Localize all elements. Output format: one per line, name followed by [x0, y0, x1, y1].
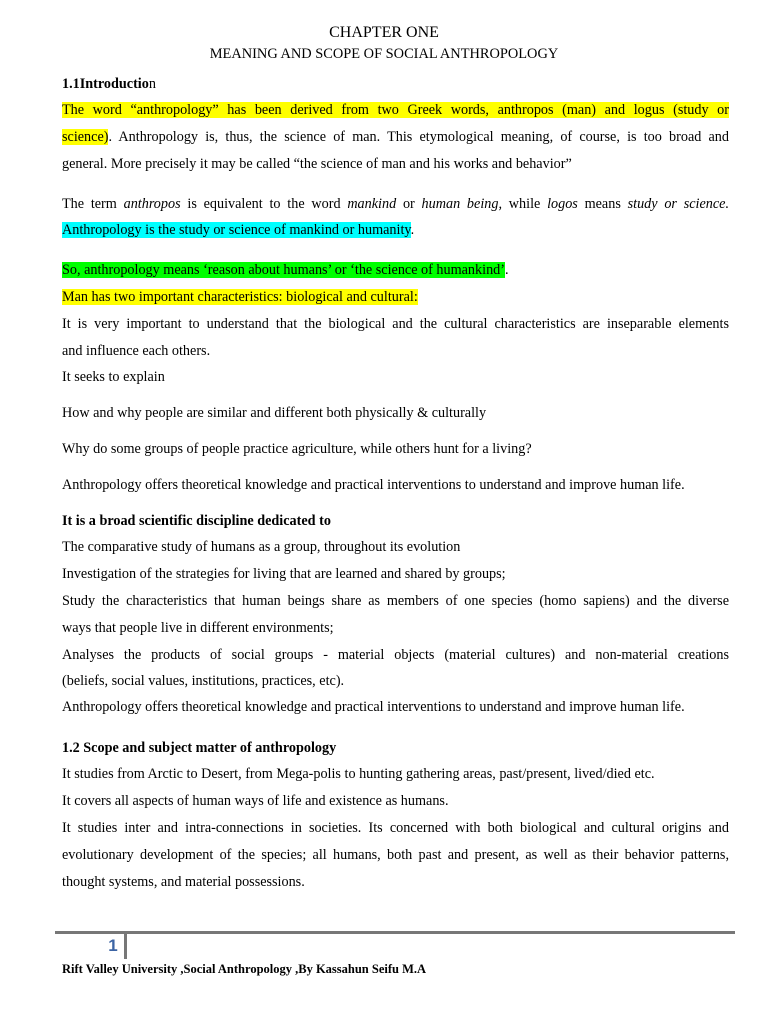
body-line: It studies from Arctic to Desert, from Mega-polis to hunting gathering areas, past/present, lived/died etc.	[62, 766, 655, 782]
body-line: How and why people are similar and different both physically & culturally	[62, 405, 487, 421]
body-line: It covers all aspects of human ways of life and existence as humans.	[62, 793, 449, 809]
intro-paragraph-line	[62, 101, 729, 119]
body-line: Study the characteristics that human beings share as members of one species (homo sapiens) and the diverse	[62, 593, 729, 609]
discipline-heading: It is a broad scientific discipline dedicated to	[62, 513, 331, 529]
page-number: 1	[108, 936, 118, 955]
characteristics-line	[62, 288, 729, 306]
page-number-divider	[124, 933, 127, 959]
body-line: Anthropology offers theoretical knowledge and practical interventions to understand and improve human life.	[62, 477, 685, 493]
body-line: and influence each others.	[62, 343, 211, 359]
body-line: It seeks to explain	[62, 369, 165, 385]
body-line: Investigation of the strategies for living that are learned and shared by groups;	[62, 566, 506, 582]
footer-text: Rift Valley University ,Social Anthropology ,By Kassahun Seifu M.A	[62, 962, 427, 976]
intro-paragraph-line: science). Anthropology is, thus, the science of man. This etymological meaning, of course, is too broad and	[62, 129, 729, 145]
chapter-subtitle: MEANING AND SCOPE OF SOCIAL ANTHROPOLOGY	[209, 46, 559, 62]
intro-paragraph-line: general. More precisely it may be called “the science of man and his works and behavior”	[62, 156, 572, 172]
body-line: ways that people live in different environments;	[62, 620, 334, 636]
footer-divider	[55, 931, 735, 934]
highlighted-text: science)	[62, 129, 109, 145]
body-line: thought systems, and material possessions.	[62, 874, 305, 890]
body-line: The comparative study of humans as a group, throughout its evolution	[62, 539, 461, 555]
definition-line: So, anthropology means ‘reason about humans’ or ‘the science of humankind’.	[62, 262, 509, 278]
highlighted-text: Anthropology is the study or science of mankind or humanity	[62, 222, 411, 238]
body-line: It is very important to understand that the biological and the cultural characteristics are inseparable elements	[62, 316, 729, 332]
term-paragraph-line: Anthropology is the study or science of mankind or humanity.	[62, 222, 415, 238]
highlighted-text: Man has two important characteristics: biological and cultural:	[62, 289, 418, 305]
body-line: Anthropology offers theoretical knowledge and practical interventions to understand and improve human life.	[62, 699, 685, 715]
highlighted-text: So, anthropology means ‘reason about humans’ or ‘the science of humankind’	[62, 262, 505, 278]
body-line: (beliefs, social values, institutions, practices, etc).	[62, 673, 345, 689]
body-line: Analyses the products of social groups - material objects (material cultures) and non-material creations	[62, 647, 729, 663]
term-paragraph-line: The term anthropos is equivalent to the word mankind or human being, while logos means study or science.	[62, 196, 729, 212]
body-line: evolutionary development of the species; all humans, both past and present, as well as their behavior patterns,	[62, 847, 729, 863]
chapter-title: CHAPTER ONE	[329, 24, 439, 41]
scope-heading: 1.2 Scope and subject matter of anthropology	[62, 740, 337, 756]
body-line: It studies inter and intra-connections in societies. Its concerned with both biological and cultural origins and	[62, 820, 729, 836]
highlighted-text: The word “anthropology” has been derived from two Greek words, anthropos (man) and logus (study or	[62, 102, 729, 118]
intro-heading: 1.1Introduction	[62, 76, 156, 92]
body-line: Why do some groups of people practice agriculture, while others hunt for a living?	[62, 441, 532, 457]
